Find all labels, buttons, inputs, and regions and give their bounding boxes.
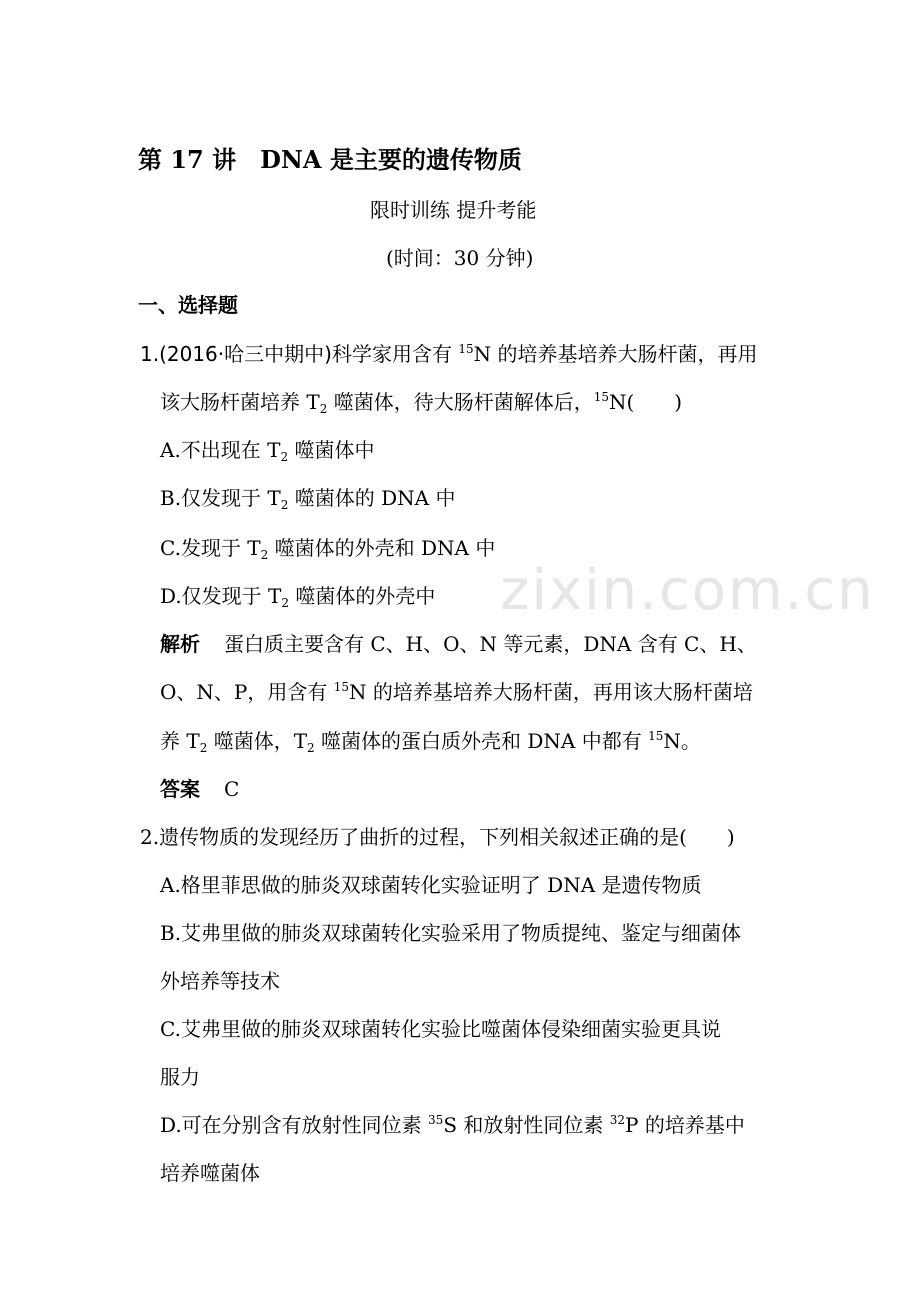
answer-label: 答案	[160, 777, 200, 801]
time-limit: (时间：30 分钟)	[386, 246, 534, 270]
question-1-analysis-line-3: 养 $T_2$ 噬菌体，$T_2$ 噬菌体的蛋白质外壳和 DNA 中都有 $^{15}$N。	[160, 729, 701, 755]
watermark: zixin.com.cn	[500, 558, 875, 623]
lesson-number: 第 17 讲	[138, 145, 237, 174]
question-1-answer	[160, 775, 239, 803]
lesson-topic: DNA 是主要的遗传物质	[260, 145, 522, 174]
page-title	[138, 146, 522, 174]
question-2-option-b-line-1: B.艾弗里做的肺炎双球菌转化实验采用了物质提纯、鉴定与细菌体	[160, 921, 742, 945]
question-1-option-b: B.仅发现于 $T_2$ 噬菌体的 DNA 中	[160, 486, 456, 512]
question-2-option-d-line-1: D.可在分别含有放射性同位素 $^{35}$S 和放射性同位素 $^{32}$P 的培养基中	[160, 1113, 745, 1137]
answer-value: C	[224, 777, 240, 801]
question-1-source: 1.(2016·哈三中期中)	[140, 342, 332, 366]
question-2-option-b-line-2: 外培养等技术	[160, 969, 280, 993]
section-heading: 一、选择题	[138, 293, 238, 317]
analysis-label: 解析	[160, 632, 200, 656]
question-1-line-1: 1.(2016·哈三中期中)科学家用含有 $^{15}$N 的培养基培养大肠杆菌，再用	[140, 342, 758, 366]
question-2-option-d-line-2: 培养噬菌体	[160, 1161, 260, 1185]
question-2-option-c-line-1: C.艾弗里做的肺炎双球菌转化实验比噬菌体侵染细菌实验更具说	[160, 1017, 721, 1041]
question-1-option-a: A.不出现在 $T_2$ 噬菌体中	[160, 438, 375, 464]
question-1-option-c: C.发现于 $T_2$ 噬菌体的外壳和 DNA 中	[160, 536, 496, 562]
question-2-stem: 2.遗传物质的发现经历了曲折的过程，下列相关叙述正确的是( )	[140, 825, 735, 849]
question-1-option-d: D.仅发现于 $T_2$ 噬菌体的外壳中	[160, 584, 436, 610]
question-1-line-2: 该大肠杆菌培养 $T_2$ 噬菌体，待大肠杆菌解体后，$^{15}$N( )	[160, 390, 683, 416]
question-2-option-c-line-2: 服力	[160, 1065, 200, 1089]
question-2-option-a: A.格里菲思做的肺炎双球菌转化实验证明了 DNA 是遗传物质	[160, 873, 702, 897]
question-1-analysis-line-1: 解析 蛋白质主要含有 C、H、O、N 等元素，DNA 含有 C、H、	[160, 632, 757, 656]
question-1-analysis-line-2: O、N、P，用含有 $^{15}$N 的培养基培养大肠杆菌，再用该大肠杆菌培	[160, 680, 753, 704]
subtitle: 限时训练 提升考能	[370, 198, 537, 222]
